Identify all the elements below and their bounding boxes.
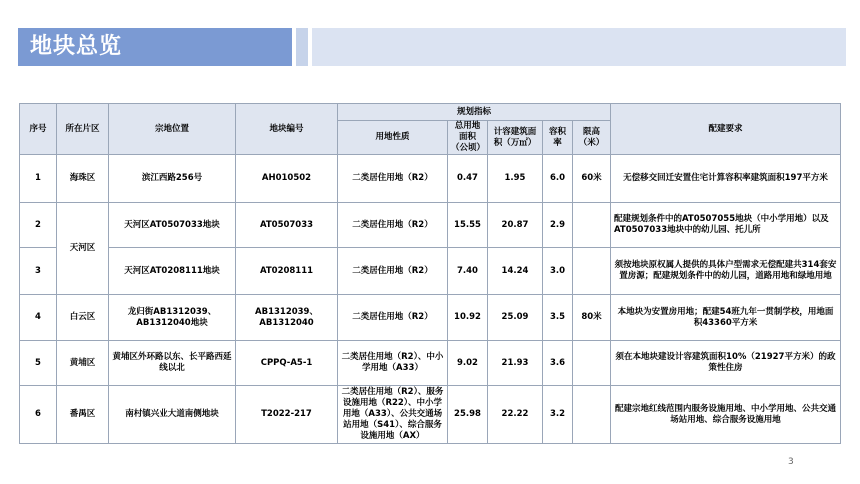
cell-gfa: 21.93 [488, 341, 543, 386]
cell-nature: 二类居住用地（R2） [338, 155, 448, 203]
cell-location: 天河区AT0208111地块 [109, 248, 236, 295]
cell-area: 10.92 [448, 295, 488, 341]
cell-nature: 二类居住用地（R2） [338, 295, 448, 341]
header-area: 总用地面积（公顷） [448, 121, 488, 155]
decorative-bar [312, 28, 846, 66]
header-gfa: 计容建筑面积（万㎡） [488, 121, 543, 155]
cell-nature: 二类居住用地（R2）、中小学用地（A33） [338, 341, 448, 386]
cell-district: 白云区 [57, 295, 109, 341]
table-row [20, 248, 841, 295]
cell-gfa: 14.24 [488, 248, 543, 295]
cell-district: 天河区 [57, 203, 109, 295]
cell-gfa: 22.22 [488, 386, 543, 444]
cell-gfa: 25.09 [488, 295, 543, 341]
cell-far: 3.2 [543, 386, 573, 444]
table-row [20, 203, 841, 248]
table-row [20, 341, 841, 386]
table-row [20, 295, 841, 341]
cell-location: 黄埔区外环路以东、长平路西延线以北 [109, 341, 236, 386]
cell-area: 15.55 [448, 203, 488, 248]
cell-area: 7.40 [448, 248, 488, 295]
cell-far: 3.0 [543, 248, 573, 295]
cell-district: 番禺区 [57, 386, 109, 444]
cell-requirements: 须在本地块建设计容建筑面积10%（21927平方米）的政策性住房 [611, 341, 841, 386]
page-title: 地块总览 [30, 34, 123, 59]
cell-height: 60米 [573, 155, 611, 203]
header-requirements: 配建要求 [611, 104, 841, 155]
table-row [20, 386, 841, 444]
cell-seq: 4 [20, 295, 57, 341]
cell-requirements: 本地块为安置房用地；配建54班九年一贯制学校，用地面积43360平方米 [611, 295, 841, 341]
cell-far: 6.0 [543, 155, 573, 203]
cell-location: 滨江西路256号 [109, 155, 236, 203]
cell-seq: 3 [20, 248, 57, 295]
cell-district: 黄埔区 [57, 341, 109, 386]
cell-area: 0.47 [448, 155, 488, 203]
cell-area: 25.98 [448, 386, 488, 444]
cell-far: 3.5 [543, 295, 573, 341]
cell-code: AB1312039、AB1312040 [236, 295, 338, 341]
cell-requirements: 无偿移交回迁安置住宅计算容积率建筑面积197平方米 [611, 155, 841, 203]
cell-far: 3.6 [543, 341, 573, 386]
cell-location: 天河区AT0507033地块 [109, 203, 236, 248]
cell-seq: 2 [20, 203, 57, 248]
cell-code: AT0507033 [236, 203, 338, 248]
header-seq: 序号 [20, 104, 57, 155]
cell-nature: 二类居住用地（R2） [338, 248, 448, 295]
cell-code: AT0208111 [236, 248, 338, 295]
cell-gfa: 1.95 [488, 155, 543, 203]
cell-height [573, 203, 611, 248]
header-planning: 规划指标 [338, 104, 611, 121]
cell-seq: 6 [20, 386, 57, 444]
cell-requirements: 须按地块原权属人提供的具体户型需求无偿配建共314套安置房源；配建规划条件中的幼儿园，道路用地和绿地用地 [611, 248, 841, 295]
cell-height: 80米 [573, 295, 611, 341]
cell-height [573, 341, 611, 386]
header-location: 宗地位置 [109, 104, 236, 155]
header-district: 所在片区 [57, 104, 109, 155]
header-nature: 用地性质 [338, 121, 448, 155]
cell-area: 9.02 [448, 341, 488, 386]
cell-gfa: 20.87 [488, 203, 543, 248]
cell-code: T2022-217 [236, 386, 338, 444]
cell-seq: 5 [20, 341, 57, 386]
cell-seq: 1 [20, 155, 57, 203]
cell-far: 2.9 [543, 203, 573, 248]
cell-code: CPPQ-A5-1 [236, 341, 338, 386]
cell-code: AH010502 [236, 155, 338, 203]
cell-requirements: 配建宗地红线范围内服务设施用地、中小学用地、公共交通场站用地、综合服务设施用地 [611, 386, 841, 444]
header-code: 地块编号 [236, 104, 338, 155]
header-height: 限高（米） [573, 121, 611, 155]
cell-nature: 二类居住用地（R2）、服务设施用地（R22）、中小学用地（A33）、公共交通场站用地（S41）、综合服务设施用地（AX） [338, 386, 448, 444]
cell-district: 海珠区 [57, 155, 109, 203]
header-far: 容积率 [543, 121, 573, 155]
cell-location: 龙归街AB1312039、AB1312040地块 [109, 295, 236, 341]
cell-height [573, 386, 611, 444]
cell-requirements: 配建规划条件中的AT0507055地块（中小学用地）以及AT0507033地块中的幼儿园、托儿所 [611, 203, 841, 248]
table-row [20, 155, 841, 203]
land-overview-table [19, 103, 841, 444]
page-number: 3 [788, 457, 794, 467]
cell-height [573, 248, 611, 295]
cell-location: 南村镇兴业大道南侧地块 [109, 386, 236, 444]
decorative-bar [296, 28, 308, 66]
cell-nature: 二类居住用地（R2） [338, 203, 448, 248]
